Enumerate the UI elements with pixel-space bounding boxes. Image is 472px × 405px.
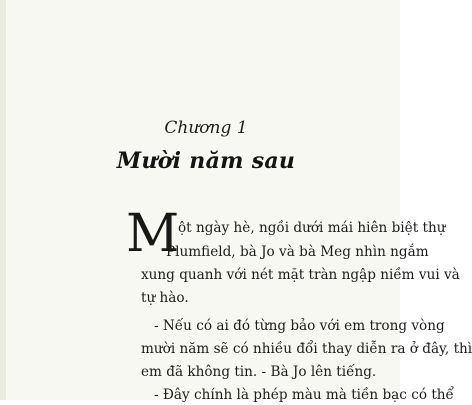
paragraph-2-line-3: em đã không tin. - Bà Jo lên tiếng. [141, 364, 377, 380]
paragraph-1-line-1: ột ngày hè, ngồi dưới mái hiên biệt thự [178, 220, 446, 236]
chapter-number: Chương 1 [164, 118, 248, 138]
drop-cap: M [126, 204, 180, 264]
paragraph-2-line-2: mười năm sẽ có nhiều đổi thay diễn ra ở đây, thì [141, 341, 472, 357]
paragraph-2-line-1: - Nếu có ai đó từng bảo với em trong vòng [154, 318, 445, 334]
paragraph-3-line-1: - Đây chính là phép màu mà tiền bạc có thể [154, 387, 454, 403]
paragraph-1-line-2: Plumfield, bà Jo và bà Meg nhìn ngắm [166, 244, 429, 260]
paragraph-1-line-3: xung quanh với nét mặt tràn ngập niềm vui và [141, 267, 460, 283]
paragraph-1-line-4: tự hào. [141, 290, 189, 306]
chapter-title: Mười năm sau [116, 148, 296, 174]
